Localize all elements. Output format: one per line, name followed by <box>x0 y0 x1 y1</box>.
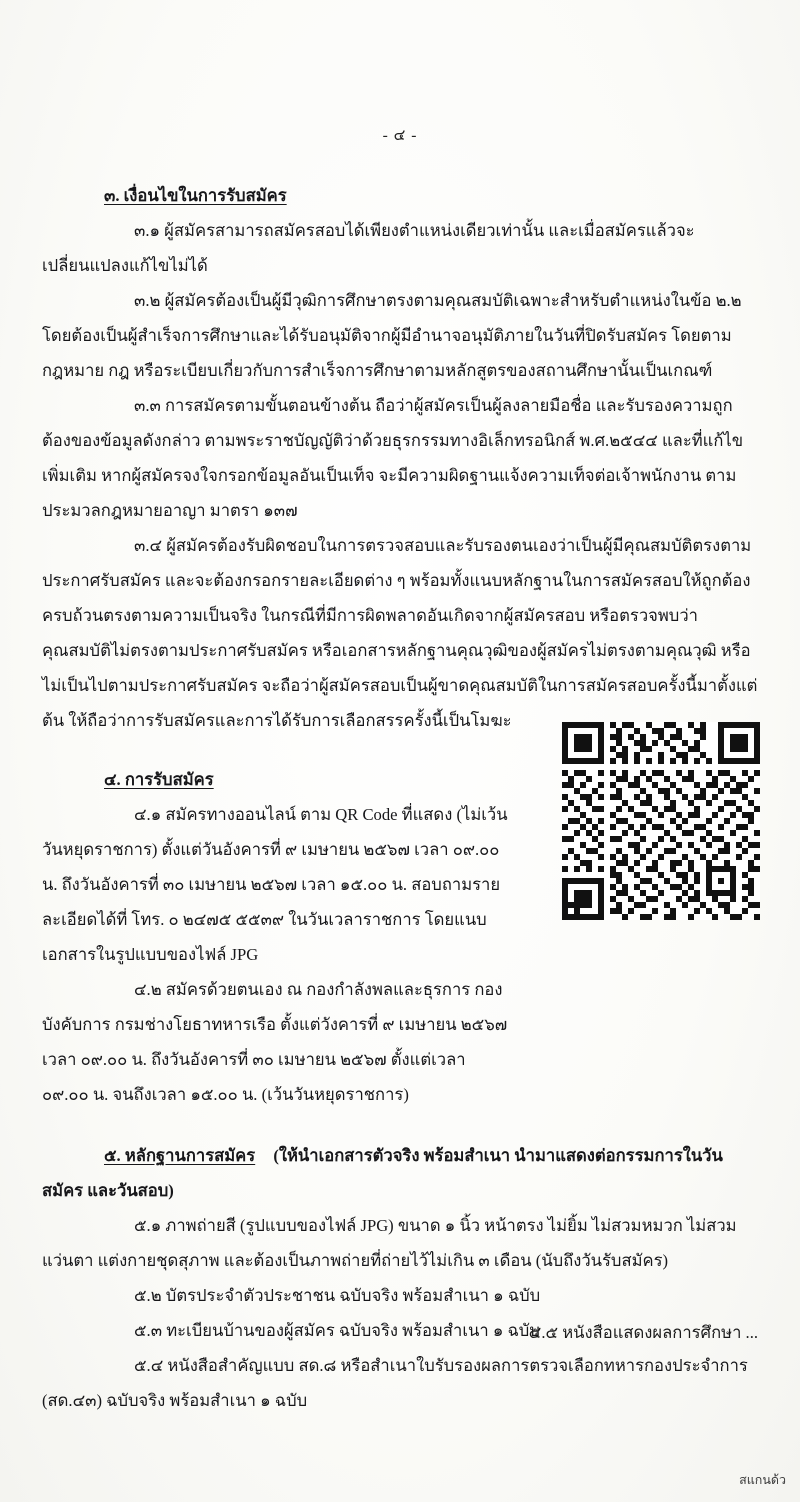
section-5 <box>42 1138 758 1418</box>
qr-code-container <box>562 722 760 920</box>
section-5-paragraph-2: ๕.๒ บัตรประจำตัวประชาชน ฉบับจริง พร้อมสำเนา ๑ ฉบับ <box>134 1286 541 1305</box>
section-5-closing-line: ๕.๕ หนังสือแสดงผลการศึกษา ... <box>528 1323 758 1342</box>
footer-note: สแกนด้ว <box>739 1473 786 1487</box>
section-3-paragraph-4: ๓.๔ ผู้สมัครต้องรับผิดชอบในการตรวจสอบและรับรองตนเองว่าเป็นผู้มีคุณสมบัติตรงตามประกาศรับสมัคร และจะต้องกรอกรายละเอียดต่าง ๆ พร้อมทั้งแนบหลักฐานในการสมัครสอบให้ถูกต้องครบถ้วนตรงตามความเป็นจริง ในกรณีที่มีการผิดพลาดอันเกิดจากผู้สมัครสอบ หรือตรวจพบว่าคุณสมบัติไม่ตรงตามประกาศรับสมัคร หรือเอกสารหลักฐานคุณวุฒิของผู้สมัครไม่ตรงตามคุณวุฒิ หรือไม่เป็นไปตามประกาศรับสมัคร จะถือว่าผู้สมัครสอบเป็นผู้ขาดคุณสมบัติในการสมัครสอบครั้งนี้มาตั้งแต่ต้น ให้ถือว่าการรับสมัครและการได้รับการเลือกสรรครั้งนี้เป็นโมฆะ <box>42 536 758 730</box>
section-5-heading-suffix: (ให้นำเอกสารตัวจริง พร้อมสำเนา นำมาแสดงต่อกรรมการในวันสมัคร และวันสอบ) <box>42 1146 723 1200</box>
section-3-paragraph-3: ๓.๓ การสมัครตามขั้นตอนข้างต้น ถือว่าผู้สมัครเป็นผู้ลงลายมือชื่อ และรับรองความถูกต้องของข้อมูลดังกล่าว ตามพระราชบัญญัติว่าด้วยธุรกรรมทางอิเล็กทรอนิกส์ พ.ศ.๒๕๔๔ และที่แก้ไขเพิ่มเติม หากผู้สมัครจงใจกรอกข้อมูลอันเป็นเท็จ จะมีความผิดฐานแจ้งความเท็จต่อเจ้าพนักงาน ตามประมวลกฎหมายอาญา มาตรา ๑๓๗ <box>42 396 744 520</box>
section-3-paragraph-2: ๓.๒ ผู้สมัครต้องเป็นผู้มีวุฒิการศึกษาตรงตามคุณสมบัติเฉพาะสำหรับตำแหน่งในข้อ ๒.๒ โดยต้องเป็นผู้สำเร็จการศึกษาและได้รับอนุมัติจากผู้มีอำนาจอนุมัติภายในวันที่ปิดรับสมัคร โดยตามกฎหมาย กฎ หรือระเบียบเกี่ยวกับการสำเร็จการศึกษาตามหลักสูตรของสถานศึกษานั้นเป็นเกณฑ์ <box>42 291 742 380</box>
section-4-paragraph-1: ๔.๑ สมัครทางออนไลน์ ตาม QR Code ที่แสดง (ไม่เว้นวันหยุดราชการ) ตั้งแต่วันอังคารที่ ๙ เมษายน ๒๕๖๗ เวลา ๐๙.๐๐ น. ถึงวันอังคารที่ ๓๐ เมษายน ๒๕๖๗ เวลา ๑๕.๐๐ น. สอบถามรายละเอียดได้ที่ โทร. ๐ ๒๔๗๕ ๕๕๓๙ ในวันเวลาราชการ โดยแนบเอกสารในรูปแบบของไฟล์ JPG <box>42 805 508 964</box>
section-5-paragraph-3: ๕.๓ ทะเบียนบ้านของผู้สมัคร ฉบับจริง พร้อมสำเนา ๑ ฉบับ <box>134 1321 540 1340</box>
section-4-heading: ๔. การรับสมัคร <box>104 770 214 789</box>
qr-code-image <box>562 722 760 920</box>
section-4-paragraph-2: ๔.๒ สมัครด้วยตนเอง ณ กองกำลังพลและธุรการ กองบังคับการ กรมช่างโยธาทหารเรือ ตั้งแต่วังคารที่ ๙ เมษายน ๒๕๖๗ เวลา ๐๙.๐๐ น. ถึงวันอังคารที่ ๓๐ เมษายน ๒๕๖๗ ตั้งแต่เวลา ๐๙.๐๐ น. จนถึงเวลา ๑๕.๐๐ น. (เว้นวันหยุดราชการ) <box>42 980 508 1104</box>
section-3 <box>42 178 758 738</box>
section-5-paragraph-4: ๕.๔ หนังสือสำคัญแบบ สด.๘ หรือสำเนาใบรับรองผลการตรวจเลือกทหารกองประจำการ (สด.๔๓) ฉบับจริง พร้อมสำเนา ๑ ฉบับ <box>42 1356 748 1410</box>
section-3-paragraph-1: ๓.๑ ผู้สมัครสามารถสมัครสอบได้เพียงตำแหน่งเดียวเท่านั้น และเมื่อสมัครแล้วจะเปลี่ยนแปลงแก้ไขไม่ได้ <box>42 221 695 275</box>
section-5-heading: ๕. หลักฐานการสมัคร (ให้นำเอกสารตัวจริง พร้อมสำเนา นำมาแสดงต่อกรรมการในวันสมัคร และวันสอบ) <box>42 1146 723 1200</box>
section-5-paragraph-1: ๕.๑ ภาพถ่ายสี (รูปแบบของไฟล์ JPG) ขนาด ๑ นิ้ว หน้าตรง ไม่ยิ้ม ไม่สวมหมวก ไม่สวมแว่นตา แต่งกายชุดสุภาพ และต้องเป็นภาพถ่ายที่ถ่ายไว้ไม่เกิน ๓ เดือน (นับถึงวันรับสมัคร) <box>42 1216 737 1270</box>
page-number: - ๔ - <box>382 127 418 144</box>
section-3-heading: ๓. เงื่อนไขในการรับสมัคร <box>104 186 287 205</box>
